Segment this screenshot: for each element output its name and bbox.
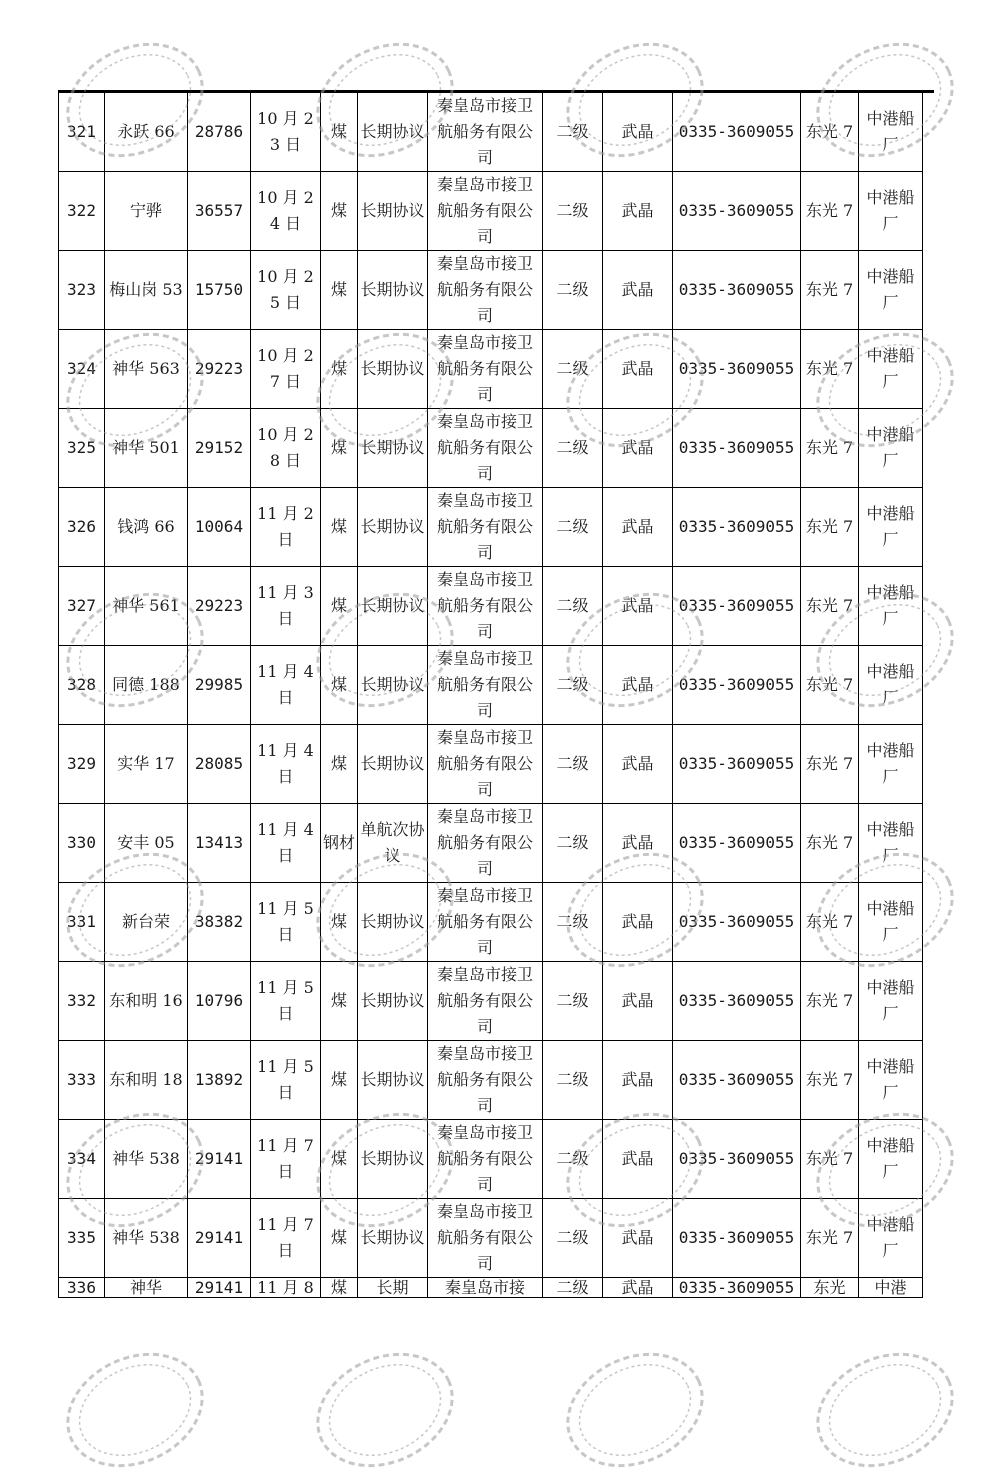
agent-company-cell: 秦皇岛市接卫航船务有限公司 [428,93,543,172]
agent-company-cell: 秦皇岛市接 [428,1278,543,1298]
agreement-cell: 长期协议 [358,1199,428,1278]
agent-company-cell: 秦皇岛市接卫航船务有限公司 [428,567,543,646]
watermark-seal [310,1350,460,1470]
tonnage-cell: 29141 [188,1278,251,1298]
ship-name-cell: 神华 538 [105,1199,188,1278]
ship-name-cell: 实华 17 [105,725,188,804]
ship-name-cell: 东和明 18 [105,1041,188,1120]
agreement-cell: 长期协议 [358,567,428,646]
table-body [59,93,923,1298]
date-cell: 11 月 4 日 [251,646,321,725]
berth-cell: 东光 7 [801,93,859,172]
date-cell: 11 月 3 日 [251,567,321,646]
phone-cell: 0335-3609055 [673,172,801,251]
agent-company-cell: 秦皇岛市接卫航船务有限公司 [428,251,543,330]
level-cell: 二级 [543,883,603,962]
date-cell: 11 月 4 日 [251,804,321,883]
cargo-cell: 煤 [321,330,358,409]
row-number-cell: 324 [59,330,105,409]
phone-cell: 0335-3609055 [673,567,801,646]
tonnage-cell: 29985 [188,646,251,725]
yard-cell: 中港船厂 [859,804,923,883]
agreement-cell: 单航次协议 [358,804,428,883]
agent-company-cell: 秦皇岛市接卫航船务有限公司 [428,1041,543,1120]
yard-cell: 中港船厂 [859,567,923,646]
tonnage-cell: 28085 [188,725,251,804]
row-number-cell: 336 [59,1278,105,1298]
yard-cell: 中港船厂 [859,488,923,567]
table-row [59,567,923,646]
agreement-cell: 长期协议 [358,725,428,804]
table-row [59,1199,923,1278]
ship-name-cell: 东和明 16 [105,962,188,1041]
row-number-cell: 334 [59,1120,105,1199]
agent-company-cell: 秦皇岛市接卫航船务有限公司 [428,962,543,1041]
phone-cell: 0335-3609055 [673,1278,801,1298]
berth-cell: 东光 7 [801,962,859,1041]
level-cell: 二级 [543,488,603,567]
row-number-cell: 333 [59,1041,105,1120]
contact-person-cell: 武晶 [603,725,673,804]
table-row [59,172,923,251]
row-number-cell: 327 [59,567,105,646]
agent-company-cell: 秦皇岛市接卫航船务有限公司 [428,330,543,409]
row-number-cell: 330 [59,804,105,883]
berth-cell: 东光 7 [801,567,859,646]
cargo-cell: 煤 [321,172,358,251]
phone-cell: 0335-3609055 [673,804,801,883]
contact-person-cell: 武晶 [603,172,673,251]
tonnage-cell: 10796 [188,962,251,1041]
level-cell: 二级 [543,251,603,330]
table-row [59,1278,923,1298]
agreement-cell: 长期协议 [358,330,428,409]
contact-person-cell: 武晶 [603,251,673,330]
cargo-cell: 煤 [321,883,358,962]
level-cell: 二级 [543,330,603,409]
ship-name-cell: 梅山岗 53 [105,251,188,330]
ship-name-cell: 宁骅 [105,172,188,251]
table-row [59,409,923,488]
table-row [59,1120,923,1199]
phone-cell: 0335-3609055 [673,1041,801,1120]
ship-name-cell: 神华 501 [105,409,188,488]
ship-name-cell: 钱鸿 66 [105,488,188,567]
row-number-cell: 326 [59,488,105,567]
contact-person-cell: 武晶 [603,804,673,883]
level-cell: 二级 [543,804,603,883]
berth-cell: 东光 7 [801,804,859,883]
table-row [59,883,923,962]
berth-cell: 东光 7 [801,1199,859,1278]
yard-cell: 中港船厂 [859,962,923,1041]
agent-company-cell: 秦皇岛市接卫航船务有限公司 [428,725,543,804]
row-number-cell: 325 [59,409,105,488]
berth-cell: 东光 7 [801,330,859,409]
tonnage-cell: 28786 [188,93,251,172]
table-row [59,488,923,567]
tonnage-cell: 13892 [188,1041,251,1120]
yard-cell: 中港船厂 [859,646,923,725]
agent-company-cell: 秦皇岛市接卫航船务有限公司 [428,172,543,251]
contact-person-cell: 武晶 [603,646,673,725]
level-cell: 二级 [543,409,603,488]
tonnage-cell: 10064 [188,488,251,567]
ship-name-cell: 永跃 66 [105,93,188,172]
cargo-cell: 煤 [321,725,358,804]
phone-cell: 0335-3609055 [673,330,801,409]
level-cell: 二级 [543,567,603,646]
cargo-cell: 煤 [321,409,358,488]
row-number-cell: 332 [59,962,105,1041]
cargo-cell: 钢材 [321,804,358,883]
agreement-cell: 长期协议 [358,1120,428,1199]
agreement-cell: 长期协议 [358,488,428,567]
level-cell: 二级 [543,1278,603,1298]
date-cell: 10 月 27 日 [251,330,321,409]
agent-company-cell: 秦皇岛市接卫航船务有限公司 [428,488,543,567]
yard-cell: 中港船厂 [859,1041,923,1120]
level-cell: 二级 [543,1041,603,1120]
level-cell: 二级 [543,1199,603,1278]
ship-name-cell: 神华 538 [105,1120,188,1199]
agreement-cell: 长期 [358,1278,428,1298]
yard-cell: 中港船厂 [859,883,923,962]
date-cell: 11 月 5 日 [251,962,321,1041]
row-number-cell: 323 [59,251,105,330]
yard-cell: 中港船厂 [859,93,923,172]
level-cell: 二级 [543,172,603,251]
agent-company-cell: 秦皇岛市接卫航船务有限公司 [428,804,543,883]
cargo-cell: 煤 [321,646,358,725]
contact-person-cell: 武晶 [603,409,673,488]
agreement-cell: 长期协议 [358,409,428,488]
phone-cell: 0335-3609055 [673,883,801,962]
ship-name-cell: 神华 561 [105,567,188,646]
contact-person-cell: 武晶 [603,1278,673,1298]
level-cell: 二级 [543,93,603,172]
vessel-table [58,92,923,1298]
date-cell: 11 月 8 [251,1278,321,1298]
date-cell: 11 月 2 日 [251,488,321,567]
yard-cell: 中港船厂 [859,725,923,804]
berth-cell: 东光 7 [801,172,859,251]
phone-cell: 0335-3609055 [673,409,801,488]
tonnage-cell: 13413 [188,804,251,883]
watermark-seal [560,1350,710,1470]
berth-cell: 东光 7 [801,409,859,488]
yard-cell: 中港船厂 [859,172,923,251]
level-cell: 二级 [543,1120,603,1199]
cargo-cell: 煤 [321,567,358,646]
contact-person-cell: 武晶 [603,962,673,1041]
cargo-cell: 煤 [321,1199,358,1278]
phone-cell: 0335-3609055 [673,1199,801,1278]
level-cell: 二级 [543,962,603,1041]
cargo-cell: 煤 [321,93,358,172]
ship-name-cell: 安丰 05 [105,804,188,883]
contact-person-cell: 武晶 [603,1120,673,1199]
table-row [59,646,923,725]
agent-company-cell: 秦皇岛市接卫航船务有限公司 [428,409,543,488]
row-number-cell: 329 [59,725,105,804]
agent-company-cell: 秦皇岛市接卫航船务有限公司 [428,1199,543,1278]
berth-cell: 东光 7 [801,883,859,962]
tonnage-cell: 29223 [188,330,251,409]
level-cell: 二级 [543,646,603,725]
berth-cell: 东光 7 [801,1041,859,1120]
table-row [59,804,923,883]
table-row [59,93,923,172]
table-row [59,1041,923,1120]
contact-person-cell: 武晶 [603,93,673,172]
contact-person-cell: 武晶 [603,567,673,646]
yard-cell: 中港船厂 [859,251,923,330]
row-number-cell: 322 [59,172,105,251]
ship-name-cell: 同德 188 [105,646,188,725]
table-row [59,330,923,409]
tonnage-cell: 29141 [188,1120,251,1199]
date-cell: 10 月 24 日 [251,172,321,251]
date-cell: 11 月 4 日 [251,725,321,804]
date-cell: 10 月 25 日 [251,251,321,330]
agreement-cell: 长期协议 [358,93,428,172]
contact-person-cell: 武晶 [603,1041,673,1120]
contact-person-cell: 武晶 [603,1199,673,1278]
agreement-cell: 长期协议 [358,172,428,251]
berth-cell: 东光 7 [801,646,859,725]
table-row [59,725,923,804]
contact-person-cell: 武晶 [603,330,673,409]
phone-cell: 0335-3609055 [673,93,801,172]
agreement-cell: 长期协议 [358,883,428,962]
tonnage-cell: 36557 [188,172,251,251]
ship-name-cell: 神华 [105,1278,188,1298]
level-cell: 二级 [543,725,603,804]
berth-cell: 东光 7 [801,251,859,330]
phone-cell: 0335-3609055 [673,962,801,1041]
agreement-cell: 长期协议 [358,646,428,725]
phone-cell: 0335-3609055 [673,725,801,804]
agent-company-cell: 秦皇岛市接卫航船务有限公司 [428,883,543,962]
table-row [59,962,923,1041]
tonnage-cell: 15750 [188,251,251,330]
agreement-cell: 长期协议 [358,1041,428,1120]
agreement-cell: 长期协议 [358,251,428,330]
date-cell: 10 月 23 日 [251,93,321,172]
row-number-cell: 328 [59,646,105,725]
phone-cell: 0335-3609055 [673,1120,801,1199]
date-cell: 11 月 5 日 [251,1041,321,1120]
date-cell: 11 月 5 日 [251,883,321,962]
cargo-cell: 煤 [321,1120,358,1199]
berth-cell: 东光 7 [801,1120,859,1199]
watermark-seal [810,1350,960,1470]
watermark-seal [60,1350,210,1470]
yard-cell: 中港船厂 [859,1120,923,1199]
agent-company-cell: 秦皇岛市接卫航船务有限公司 [428,1120,543,1199]
tonnage-cell: 29141 [188,1199,251,1278]
cargo-cell: 煤 [321,1278,358,1298]
berth-cell: 东光 [801,1278,859,1298]
berth-cell: 东光 7 [801,725,859,804]
yard-cell: 中港 [859,1278,923,1298]
cargo-cell: 煤 [321,251,358,330]
yard-cell: 中港船厂 [859,1199,923,1278]
tonnage-cell: 29152 [188,409,251,488]
ship-name-cell: 神华 563 [105,330,188,409]
phone-cell: 0335-3609055 [673,488,801,567]
date-cell: 10 月 28 日 [251,409,321,488]
yard-cell: 中港船厂 [859,409,923,488]
contact-person-cell: 武晶 [603,883,673,962]
contact-person-cell: 武晶 [603,488,673,567]
date-cell: 11 月 7 日 [251,1199,321,1278]
row-number-cell: 321 [59,93,105,172]
yard-cell: 中港船厂 [859,330,923,409]
agent-company-cell: 秦皇岛市接卫航船务有限公司 [428,646,543,725]
tonnage-cell: 38382 [188,883,251,962]
tonnage-cell: 29223 [188,567,251,646]
ship-name-cell: 新台荣 [105,883,188,962]
phone-cell: 0335-3609055 [673,251,801,330]
phone-cell: 0335-3609055 [673,646,801,725]
date-cell: 11 月 7 日 [251,1120,321,1199]
cargo-cell: 煤 [321,962,358,1041]
cargo-cell: 煤 [321,488,358,567]
table-row [59,251,923,330]
row-number-cell: 335 [59,1199,105,1278]
agreement-cell: 长期协议 [358,962,428,1041]
row-number-cell: 331 [59,883,105,962]
berth-cell: 东光 7 [801,488,859,567]
cargo-cell: 煤 [321,1041,358,1120]
